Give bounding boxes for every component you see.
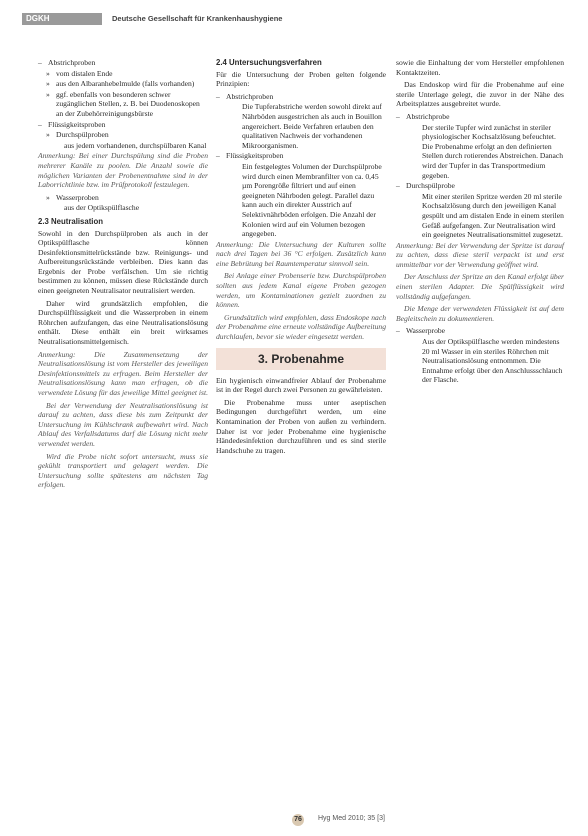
sample-list (38, 58, 208, 150)
page-footer (0, 806, 588, 836)
body-paragraph: Das Endoskop wird für die Probenahme auf eine sterile Unterlage gelegt, die zuvor in der Nähe des Arbeitsplatzes ausgebreitet wurde. (396, 80, 564, 109)
note-paragraph: Anmerkung: Die Zusammensetzung der Neutralisationslösung ist vom Hersteller des jeweiligen Desinfektionsmittels zu erfragen. Beim Hersteller der Neutralisationslösung kann man erfragen, ob die verwendete Lösung für das jeweilige Mittel geeignet ist. (38, 349, 208, 397)
body-paragraph: Ein hygienisch einwandfreier Ablauf der Probenahme ist in der Regel durch zwei Personen zu gewährleisten. (216, 375, 386, 395)
journal-citation: Hyg Med 2010; 35 [3] (318, 815, 385, 822)
list-item: – Abstrichproben (216, 92, 386, 102)
list-item: » aus den Albaranhebelmulde (falls vorhanden) (38, 79, 208, 89)
procedure-list (396, 326, 564, 385)
note-paragraph: Bei der Verwendung der Neutralisationslösung ist darauf zu achten, dass diese bis zum Zeitpunkt der Untersuchung im Kühlschrank aufbewahrt wird. Nach Ablauf des Verfallsdatums darf die Lösung nicht mehr verwendet werden. (38, 400, 208, 448)
section-heading: 2.3 Neutralisation (38, 216, 103, 226)
note-paragraph: Wird die Probe nicht sofort untersucht, muss sie gekühlt transportiert und gelagert werden. Die Untersuchung sollte spätestens am nächsten Tag erfolgen. (38, 451, 208, 490)
list-item: aus jedem vorhandenen, durchspülbaren Kanal (64, 140, 207, 150)
list-item: – Abstrichproben (38, 58, 208, 68)
section-heading: 2.4 Untersuchungsverfahren (216, 58, 322, 67)
list-item: » Durchspülproben (38, 130, 208, 140)
list-item: – Durchspülprobe (396, 181, 564, 191)
chapter-banner: 3. Probenahme (216, 348, 386, 370)
body-paragraph: Daher wird grundsätzlich empfohlen, die Durchspülflüssigkeit und die Wasserproben in einem Röhrchen aufzufangen, das eine Neutralisationslösung enthält. Diese enthält ein breit wirksames Neutralisationsmittelgemisch. (38, 298, 208, 347)
list-item: – Abstrichprobe (396, 112, 564, 122)
list-item: – Wasserprobe (396, 326, 564, 336)
list-item: » vom distalen Ende (38, 69, 208, 79)
body-paragraph: sowie die Einhaltung der vom Hersteller empfohlenen Kontaktzeiten. (396, 58, 564, 77)
note-paragraph: Anmerkung: Bei einer Durchspülung sind die Proben mehrerer Kanäle zu poolen. Die Anzahl sowie die möglichen Varianten der Probenentnahme sind in der Laborrichtlinie bzw. im Prüfprotokoll festzulegen. (38, 151, 208, 190)
body-paragraph: Für die Untersuchung der Proben gelten folgende Prinzipien: (216, 69, 386, 89)
note-paragraph: Bei Anlage einer Probenserie bzw. Durchspülproben sollten aus jedem Kanal eigene Proben gezogen werden, um Kontaminationen gezielt zuordnen zu können. (216, 271, 386, 310)
procedure-list (396, 112, 564, 240)
list-item: – Flüssigkeitsproben (38, 120, 208, 130)
list-item: – Flüssigkeitsproben (216, 151, 386, 161)
page-number: 76 (292, 814, 304, 826)
note-paragraph: Anmerkung: Bei der Verwendung der Spritze ist darauf zu achten, dass diese steril verpackt ist und erst unmittelbar vor der Verwendung geöffnet wird. (396, 240, 564, 269)
body-paragraph: Die Probenahme muss unter aseptischen Bedingungen durchgeführt werden, um eine Kontamination der Proben von außen zu verhindern. Daher ist vor jeder Probenahme eine hygienische Händedesinfektion durchzuführen und es sind sterile Handschuhe zu tragen. (216, 397, 386, 455)
body-paragraph: Sowohl in den Durchspülproben als auch in der Optikspülflasche können Desinfektionsmittelrückstände bzw. Reinigungs- und Aufbereitungsrückstände verbleiben. Dies kann das Ergebnis der Probe verfälschen. Um sie richtig bestimmen zu können, müssen diese Rückstände durch einen geeigneten Neutralisator neutralisiert werden. (38, 228, 208, 296)
column-3 (396, 58, 564, 386)
page-header (0, 0, 588, 34)
note-paragraph: Anmerkung: Die Untersuchung der Kulturen sollte nach drei Tagen bei 36 °C erfolgen. Zusätzlich kann eine Bebrütung bei Raumtemperatur sinnvoll sein. (216, 239, 386, 268)
sample-list (38, 193, 208, 213)
list-item: Mit einer sterilen Spritze werden 20 ml sterile Kochsalzlösung durch den jeweiligen Kanal gespült und am distalen Ende in einem sterilen Gefäß aufgefangen. Zur Neutralisation wird ein geeignetes Neutralisationsmittel zugesetzt. (422, 191, 564, 240)
list-item: » Wasserproben (38, 193, 208, 203)
note-paragraph: Der Anschluss der Spritze an den Kanal erfolgt über einen sterilen Adapter. Die Spülflüssigkeit wird vollständig aufgefangen. (396, 272, 564, 301)
column-2 (216, 58, 386, 458)
list-item: Ein festgelegtes Volumen der Durchspülprobe wird durch einen Membranfilter von ca. 0,45 µm Porengröße filtriert und auf einen geeigneten Nährboden gelegt. Parallel dazu kann auch ein direkter Ausstrich auf Selektivnährböden erfolgen. Die Anzahl der Kolonien wird auf ein Volumen bezogen angegeben. (242, 161, 382, 239)
method-list (216, 92, 386, 239)
note-paragraph: Die Menge der verwendeten Flüssigkeit ist auf dem Begleitschein zu dokumentieren. (396, 304, 564, 323)
list-item: Aus der Optikspülflasche werden mindestens 20 ml Wasser in ein steriles Röhrchen mit Neutralisationslösung entnommen. Die Entnahme erfolgt über den Anschlussschlauch der Flasche. (422, 337, 563, 385)
journal-subtitle: Deutsche Gesellschaft für Krankenhaushygiene (112, 14, 283, 23)
journal-brand: DGKH (22, 13, 102, 25)
list-item: Der sterile Tupfer wird zunächst in steriler physiologischer Kochsalzlösung befeuchtet. Die Probenahme erfolgt an den definierten Stellen durch rotierendes Abstreichen. Danach wird der Tupfer in das Transportmedium gegeben. (422, 122, 564, 180)
list-item: aus der Optikspülflasche (64, 203, 140, 213)
list-item: Die Tupferabstriche werden sowohl direkt auf Nährböden ausgestrichen als auch in Bouillon angereichert. Beide Verfahren erlauben den qualitativen Nachweis der vorhandenen Mikroorganismen. (242, 102, 382, 150)
column-1 (38, 58, 208, 493)
list-item: » ggf. ebenfalls von besonderen schwer zugänglichen Stellen, z. B. bei Duodenoskopen an der Zubehörreinigungsbürste (38, 90, 208, 119)
note-paragraph: Grundsätzlich wird empfohlen, dass Endoskope nach der Probenahme eine erneute vollständige Aufbereitung durchlaufen, bevor sie wieder eingesetzt werden. (216, 312, 386, 342)
